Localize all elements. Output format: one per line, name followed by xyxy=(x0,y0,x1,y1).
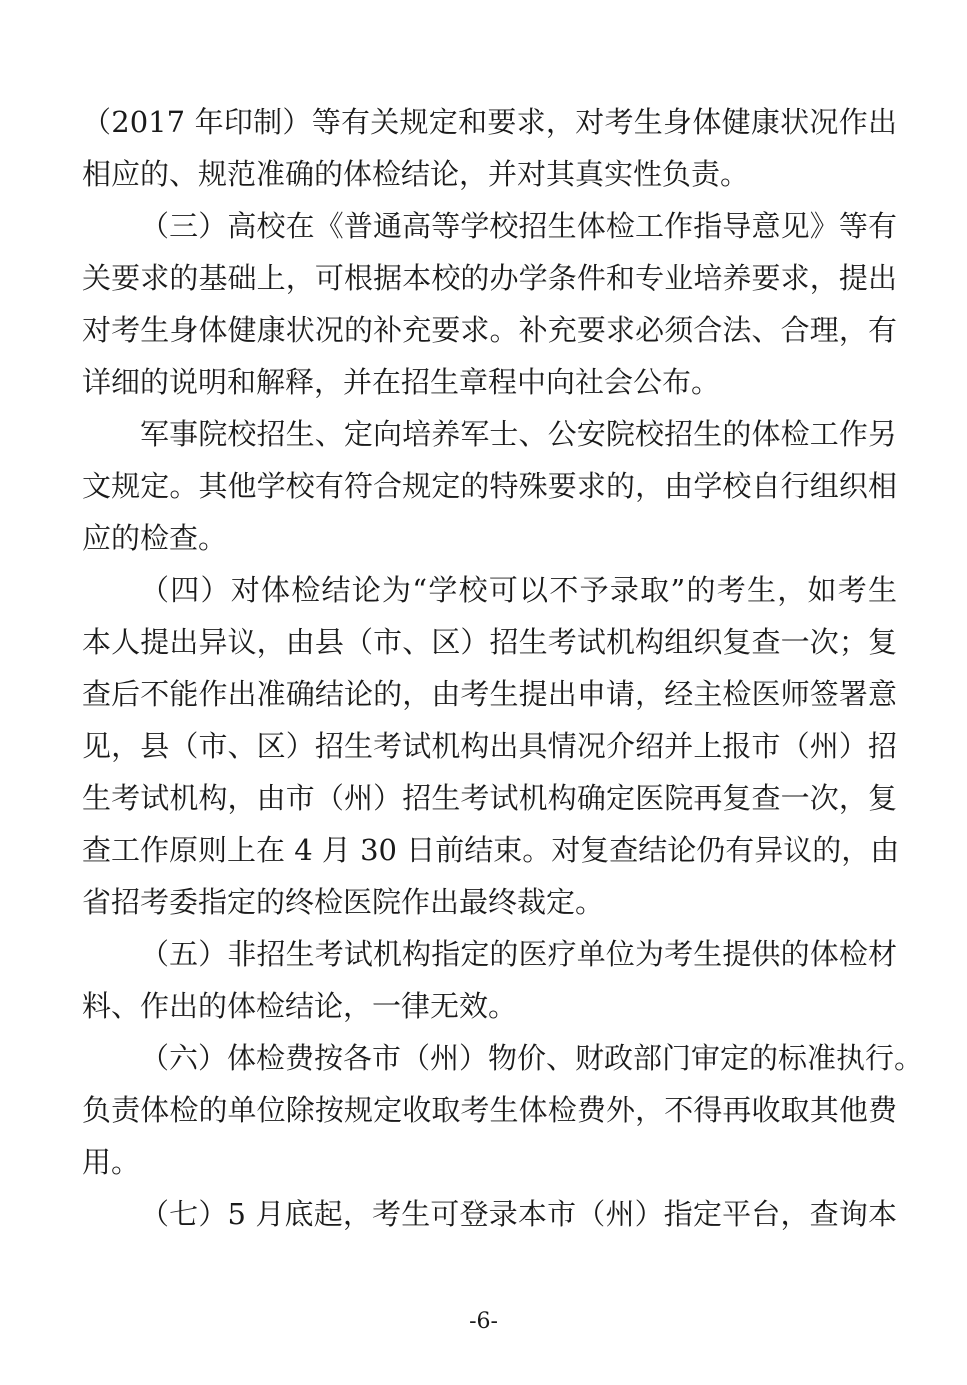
paragraph-line: 应的检查。 xyxy=(82,521,228,555)
paragraph-line: （五）非招生考试机构指定的医疗单位为考生提供的体检材 xyxy=(140,937,897,971)
paragraph-line: 查工作原则上在 4 月 30 日前结束。对复查结论仍有异议的，由 xyxy=(82,833,900,867)
paragraph-line: 生考试机构，由市（州）招生考试机构确定医院再复查一次，复 xyxy=(82,781,897,815)
paragraph-line: 相应的、规范准确的体检结论，并对其真实性负责。 xyxy=(82,157,750,191)
paragraph-line: 详细的说明和解释，并在招生章程中向社会公布。 xyxy=(82,365,721,399)
paragraph-line: 关要求的基础上，可根据本校的办学条件和专业培养要求，提出 xyxy=(82,261,897,295)
paragraph-line: （2017 年印制）等有关规定和要求，对考生身体健康状况作出 xyxy=(82,105,897,139)
paragraph-line: 文规定。其他学校有符合规定的特殊要求的，由学校自行组织相 xyxy=(82,469,897,503)
paragraph-line: 本人提出异议，由县（市、区）招生考试机构组织复查一次；复 xyxy=(82,625,897,659)
paragraph-line: 用。 xyxy=(82,1145,141,1179)
paragraph-line: 军事院校招生、定向培养军士、公安院校招生的体检工作另 xyxy=(140,417,897,451)
paragraph-line: 见，县（市、区）招生考试机构出具情况介绍并上报市（州）招 xyxy=(82,729,897,763)
page-number: -6- xyxy=(469,1309,498,1334)
paragraph-line: （四）对体检结论为“学校可以不予录取”的考生，如考生 xyxy=(140,573,897,607)
paragraph-line: （七）5 月底起，考生可登录本市（州）指定平台，查询本 xyxy=(140,1197,897,1231)
paragraph-line: 对考生身体健康状况的补充要求。补充要求必须合法、合理，有 xyxy=(82,313,897,347)
paragraph-line: 料、作出的体检结论，一律无效。 xyxy=(82,989,518,1023)
paragraph-line: 查后不能作出准确结论的，由考生提出申请，经主检医师签署意 xyxy=(82,677,897,711)
paragraph-line: （六）体检费按各市（州）物价、财政部门审定的标准执行。 xyxy=(140,1041,924,1075)
paragraph-line: 省招考委指定的终检医院作出最终裁定。 xyxy=(82,885,605,919)
paragraph-line: 负责体检的单位除按规定收取考生体检费外，不得再收取其他费 xyxy=(82,1093,897,1127)
paragraph-line: （三）高校在《普通高等学校招生体检工作指导意见》等有 xyxy=(140,209,897,243)
